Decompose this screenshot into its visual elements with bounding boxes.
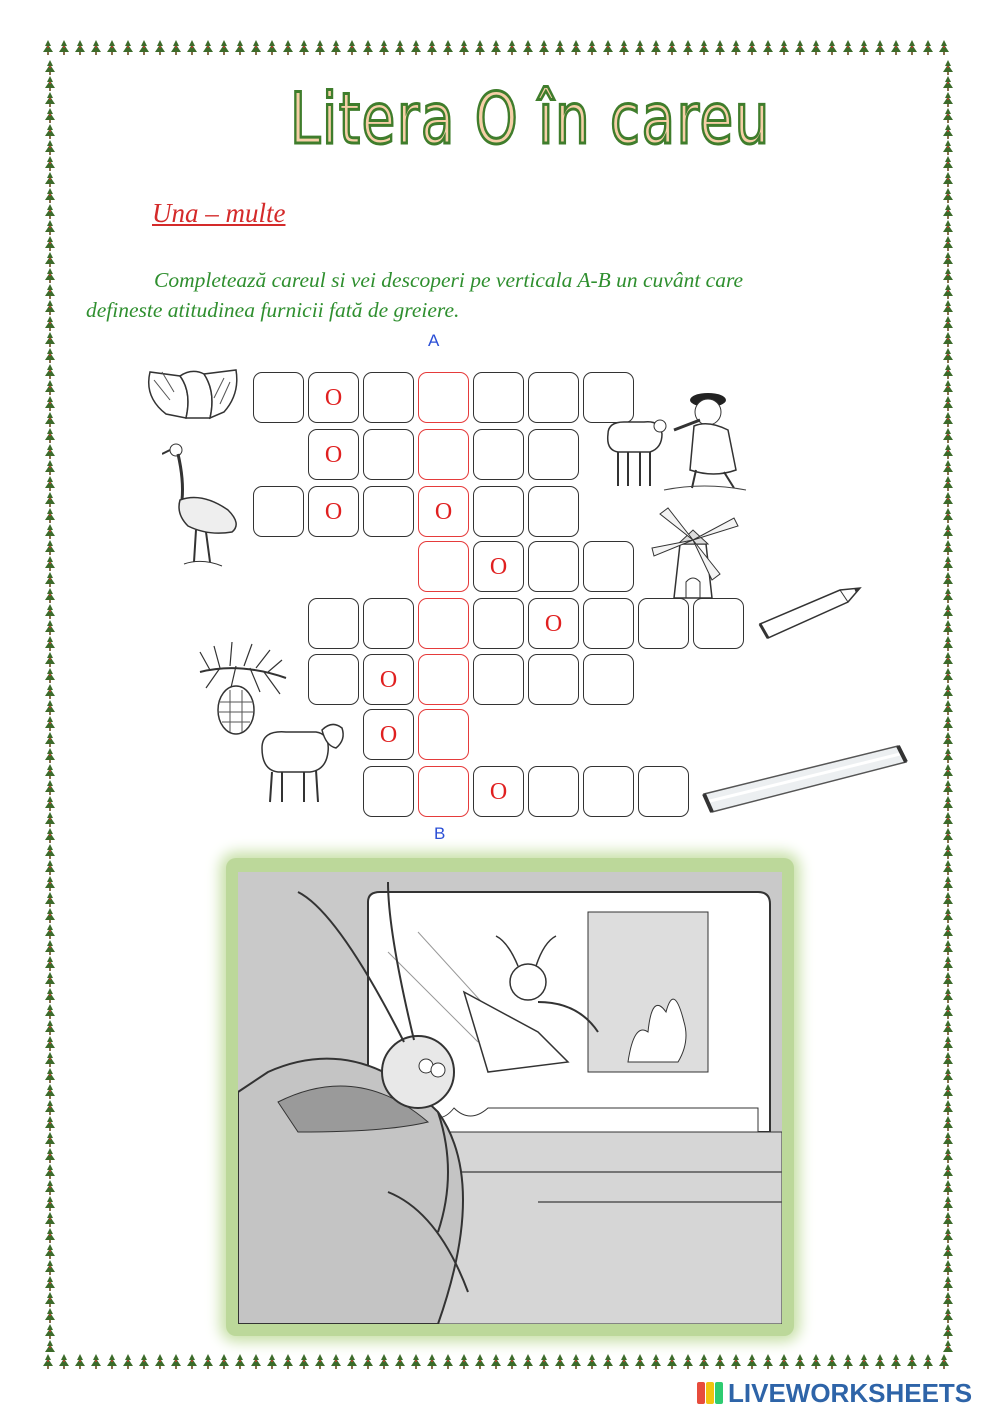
page-title: Litera O în careu bbox=[290, 78, 771, 160]
crossword-cell[interactable] bbox=[363, 766, 414, 817]
answer-cell[interactable] bbox=[418, 429, 469, 480]
crossword-cell[interactable] bbox=[528, 372, 579, 423]
crossword-cell[interactable] bbox=[473, 429, 524, 480]
crossword-cell[interactable] bbox=[583, 654, 634, 705]
subtitle: Una – multe bbox=[152, 198, 286, 228]
label-b: B bbox=[434, 824, 446, 843]
crossword-cell[interactable] bbox=[253, 486, 304, 537]
crossword-cell[interactable] bbox=[583, 766, 634, 817]
brand-name: LIVEWORKSHEETS bbox=[728, 1377, 973, 1408]
crossword-cell[interactable]: O bbox=[308, 372, 359, 423]
answer-cell[interactable] bbox=[418, 541, 469, 592]
crossword-cell[interactable] bbox=[528, 429, 579, 480]
right-border bbox=[938, 58, 958, 1352]
crossword-cell[interactable]: O bbox=[473, 766, 524, 817]
bottom-border bbox=[40, 1352, 958, 1372]
crossword-cell[interactable] bbox=[583, 598, 634, 649]
pencil-icon bbox=[756, 580, 864, 651]
instruction-line-2: defineste atitudinea furnicii fată de greiere. bbox=[86, 298, 460, 322]
crossword-cell[interactable] bbox=[363, 372, 414, 423]
crossword-cell[interactable] bbox=[528, 766, 579, 817]
answer-cell[interactable]: O bbox=[418, 486, 469, 537]
left-border bbox=[40, 58, 60, 1352]
answer-cell[interactable] bbox=[418, 766, 469, 817]
crossword-cell[interactable] bbox=[253, 372, 304, 423]
crossword-cell[interactable] bbox=[528, 541, 579, 592]
crossword-cell[interactable] bbox=[473, 372, 524, 423]
instruction-text bbox=[86, 265, 926, 325]
crossword-cell[interactable] bbox=[583, 541, 634, 592]
crossword-cell[interactable] bbox=[363, 598, 414, 649]
crossword-cell[interactable] bbox=[638, 766, 689, 817]
instruction-line-1: Completează careul si vei descoperi pe verticala A-B un cuvânt care bbox=[154, 268, 744, 292]
crossword-cell[interactable] bbox=[638, 598, 689, 649]
top-border bbox=[40, 38, 958, 58]
crossword-cell[interactable]: O bbox=[528, 598, 579, 649]
liveworksheets-logo bbox=[697, 1378, 972, 1408]
answer-cell[interactable] bbox=[418, 709, 469, 760]
crossword-cell[interactable]: O bbox=[308, 429, 359, 480]
crossword-cell[interactable]: O bbox=[363, 709, 414, 760]
crane-bird-icon bbox=[162, 440, 244, 577]
windmill-icon bbox=[650, 504, 740, 605]
crossword-cell[interactable] bbox=[363, 429, 414, 480]
crossword-cell[interactable] bbox=[308, 598, 359, 649]
answer-cell[interactable] bbox=[418, 654, 469, 705]
crossword-cell[interactable] bbox=[308, 654, 359, 705]
shepherd-icon bbox=[604, 378, 750, 499]
answer-cell[interactable] bbox=[418, 598, 469, 649]
crossword-cell[interactable] bbox=[693, 598, 744, 649]
ant-and-grasshopper-scene bbox=[226, 858, 794, 1336]
fluorescent-tube-icon bbox=[698, 736, 910, 821]
crossword-cell[interactable] bbox=[473, 486, 524, 537]
sheep-icon bbox=[256, 716, 348, 811]
crossword-cell[interactable] bbox=[363, 486, 414, 537]
crossword-cell[interactable] bbox=[528, 486, 579, 537]
crossword-cell[interactable] bbox=[473, 654, 524, 705]
crossword-cell[interactable]: O bbox=[308, 486, 359, 537]
crossword-cell[interactable]: O bbox=[363, 654, 414, 705]
crossword-cell[interactable] bbox=[473, 598, 524, 649]
liveworksheets-icon bbox=[697, 1382, 724, 1404]
crossword-cell[interactable] bbox=[528, 654, 579, 705]
label-a: A bbox=[428, 331, 440, 350]
answer-cell[interactable] bbox=[418, 372, 469, 423]
crossword-cell[interactable]: O bbox=[473, 541, 524, 592]
croissant-icon bbox=[140, 352, 244, 429]
